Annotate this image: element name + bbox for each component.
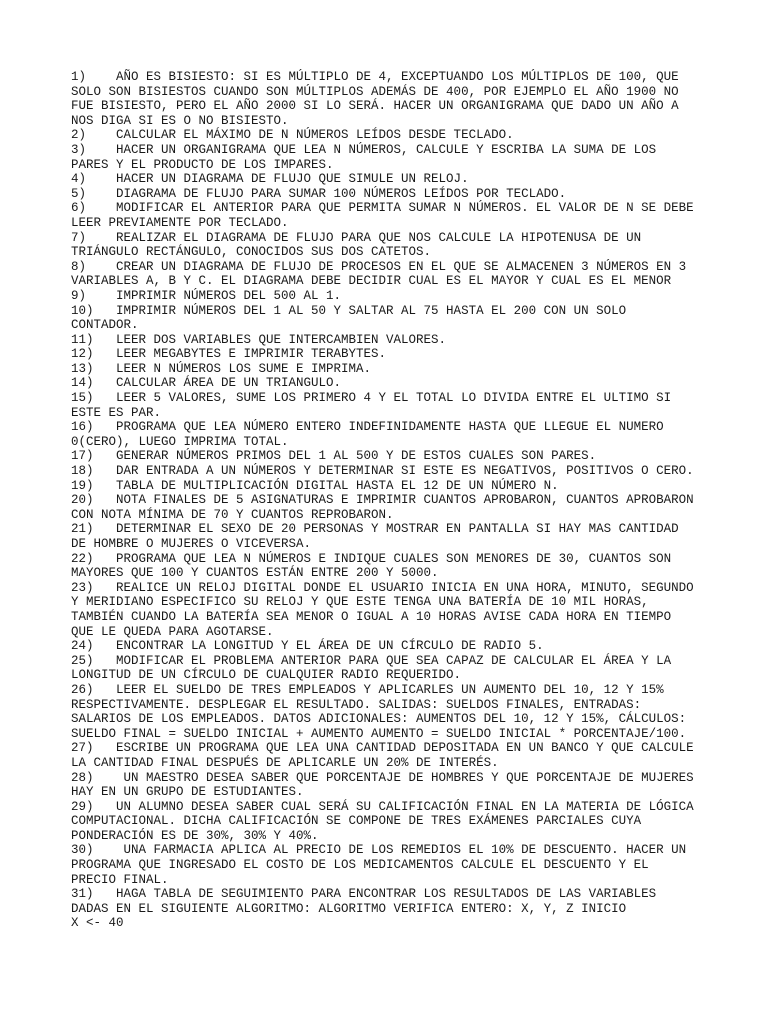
text-line: 2) CALCULAR EL MÁXIMO DE N NÚMEROS LEÍDOS DESDE TECLADO. bbox=[71, 128, 514, 143]
text-line: VARIABLES A, B Y C. EL DIAGRAMA DEBE DECIDIR CUAL ES EL MAYOR Y CUAL ES EL MENOR bbox=[71, 274, 672, 289]
text-line: 14) CALCULAR ÁREA DE UN TRIANGULO. bbox=[71, 376, 342, 391]
text-line: X <- 40 bbox=[71, 916, 124, 931]
text-line: 24) ENCONTRAR LA LONGITUD Y EL ÁREA DE UN CÍRCULO DE RADIO 5. bbox=[71, 639, 544, 654]
text-line: 9) IMPRIMIR NÚMEROS DEL 500 AL 1. bbox=[71, 288, 342, 303]
text-line: 6) MODIFICAR EL ANTERIOR PARA QUE PERMITA SUMAR N NÚMEROS. EL VALOR DE N SE DEBE bbox=[71, 201, 694, 216]
text-line: 11) LEER DOS VARIABLES QUE INTERCAMBIEN VALORES. bbox=[71, 332, 447, 347]
text-line: 31) HAGA TABLA DE SEGUIMIENTO PARA ENCONTRAR LOS RESULTADOS DE LAS VARIABLES bbox=[71, 887, 657, 902]
text-line: 16) PROGRAMA QUE LEA NÚMERO ENTERO INDEFINIDAMENTE HASTA QUE LLEGUE EL NUMERO bbox=[71, 420, 664, 435]
text-line: 29) UN ALUMNO DESEA SABER CUAL SERÁ SU CALIFICACIÓN FINAL EN LA MATERIA DE LÓGICA bbox=[71, 799, 694, 814]
text-line: 10) IMPRIMIR NÚMEROS DEL 1 AL 50 Y SALTAR AL 75 HASTA EL 200 CON UN SOLO bbox=[71, 303, 627, 318]
text-line: RESPECTIVAMENTE. DESPLEGAR EL RESULTADO. SALIDAS: SUELDOS FINALES, ENTRADAS: bbox=[71, 697, 642, 712]
text-line: LEER PREVIAMENTE POR TECLADO. bbox=[71, 215, 289, 230]
text-line: 0(CERO), LUEGO IMPRIMA TOTAL. bbox=[71, 434, 289, 449]
text-line: HAY EN UN GRUPO DE ESTUDIANTES. bbox=[71, 785, 304, 800]
text-line: TAMBIÉN CUANDO LA BATERÍA SEA MENOR O IGUAL A 10 HORAS AVISE CADA HORA EN TIEMPO bbox=[71, 609, 672, 624]
text-line: FUE BISIESTO, PERO EL AÑO 2000 SI LO SERÁ. HACER UN ORGANIGRAMA QUE DADO UN AÑO A bbox=[71, 99, 679, 114]
document-body bbox=[71, 70, 701, 931]
text-line: 18) DAR ENTRADA A UN NÚMEROS Y DETERMINAR SI ESTE ES NEGATIVOS, POSITIVOS O CERO. bbox=[71, 464, 694, 479]
text-line: PROGRAMA QUE INGRESADO EL COSTO DE LOS MEDICAMENTOS CALCULE EL DESCUENTO Y EL bbox=[71, 858, 649, 873]
text-line: 4) HACER UN DIAGRAMA DE FLUJO QUE SIMULE UN RELOJ. bbox=[71, 172, 469, 187]
text-line: 20) NOTA FINALES DE 5 ASIGNATURAS E IMPRIMIR CUANTOS APROBARON, CUANTOS APROBARON bbox=[71, 493, 694, 508]
text-line: SOLO SON BISIESTOS CUANDO SON MÚLTIPLOS ADEMÁS DE 400, POR EJEMPLO EL AÑO 1900 NO bbox=[71, 84, 679, 99]
text-line: Y MERIDIANO ESPECIFICO SU RELOJ Y QUE ESTE TENGA UNA BATERÍA DE 10 MIL HORAS, bbox=[71, 595, 649, 610]
text-line: 7) REALIZAR EL DIAGRAMA DE FLUJO PARA QUE NOS CALCULE LA HIPOTENUSA DE UN bbox=[71, 230, 642, 245]
text-line: DADAS EN EL SIGUIENTE ALGORITMO: ALGORITMO VERIFICA ENTERO: X, Y, Z INICIO bbox=[71, 901, 627, 916]
text-line: MAYORES QUE 100 Y CUANTOS ESTÁN ENTRE 200 Y 5000. bbox=[71, 566, 439, 581]
text-line: 15) LEER 5 VALORES, SUME LOS PRIMERO 4 Y EL TOTAL LO DIVIDA ENTRE EL ULTIMO SI bbox=[71, 391, 672, 406]
text-line: CON NOTA MÍNIMA DE 70 Y CUANTOS REPROBARON. bbox=[71, 507, 394, 522]
text-line: 19) TABLA DE MULTIPLICACIÓN DIGITAL HASTA EL 12 DE UN NÚMERO N. bbox=[71, 478, 559, 493]
text-line: 21) DETERMINAR EL SEXO DE 20 PERSONAS Y MOSTRAR EN PANTALLA SI HAY MAS CANTIDAD bbox=[71, 522, 679, 537]
text-line: LONGITUD DE UN CÍRCULO DE CUALQUIER RADIO REQUERIDO. bbox=[71, 668, 462, 683]
text-line: 8) CREAR UN DIAGRAMA DE FLUJO DE PROCESOS EN EL QUE SE ALMACENEN 3 NÚMEROS EN 3 bbox=[71, 259, 687, 274]
text-line: PARES Y EL PRODUCTO DE LOS IMPARES. bbox=[71, 157, 334, 172]
text-line: NOS DIGA SI ES O NO BISIESTO. bbox=[71, 113, 289, 128]
text-line: PONDERACIÓN ES DE 30%, 30% Y 40%. bbox=[71, 828, 319, 843]
text-line: 1) AÑO ES BISIESTO: SI ES MÚLTIPLO DE 4, EXCEPTUANDO LOS MÚLTIPLOS DE 100, QUE bbox=[71, 70, 679, 84]
text-line: CONTADOR. bbox=[71, 318, 139, 333]
text-line: 27) ESCRIBE UN PROGRAMA QUE LEA UNA CANTIDAD DEPOSITADA EN UN BANCO Y QUE CALCULE bbox=[71, 741, 694, 756]
text-line: 23) REALICE UN RELOJ DIGITAL DONDE EL USUARIO INICIA EN UNA HORA, MINUTO, SEGUNDO bbox=[71, 580, 694, 595]
text-line: 3) HACER UN ORGANIGRAMA QUE LEA N NÚMEROS, CALCULE Y ESCRIBA LA SUMA DE LOS bbox=[71, 142, 657, 157]
text-line: LA CANTIDAD FINAL DESPUÉS DE APLICARLE UN 20% DE INTERÉS. bbox=[71, 755, 499, 770]
text-line: 5) DIAGRAMA DE FLUJO PARA SUMAR 100 NÚMEROS LEÍDOS POR TECLADO. bbox=[71, 186, 567, 201]
text-line: COMPUTACIONAL. DICHA CALIFICACIÓN SE COMPONE DE TRES EXÁMENES PARCIALES CUYA bbox=[71, 814, 642, 829]
text-line: 25) MODIFICAR EL PROBLEMA ANTERIOR PARA QUE SEA CAPAZ DE CALCULAR EL ÁREA Y LA bbox=[71, 653, 672, 668]
text-line: SALARIOS DE LOS EMPLEADOS. DATOS ADICIONALES: AUMENTOS DEL 10, 12 Y 15%, CÁLCULOS: bbox=[71, 712, 687, 727]
text-line: 30) UNA FARMACIA APLICA AL PRECIO DE LOS REMEDIOS EL 10% DE DESCUENTO. HACER UN bbox=[71, 843, 687, 858]
text-line: 26) LEER EL SUELDO DE TRES EMPLEADOS Y APLICARLES UN AUMENTO DEL 10, 12 Y 15% bbox=[71, 682, 664, 697]
text-line: TRIÁNGULO RECTÁNGULO, CONOCIDOS SUS DOS CATETOS. bbox=[71, 245, 432, 260]
text-line: PRECIO FINAL. bbox=[71, 872, 169, 887]
text-line: DE HOMBRE O MUJERES O VICEVERSA. bbox=[71, 537, 312, 551]
text-line: 13) LEER N NÚMEROS LOS SUME E IMPRIMA. bbox=[71, 361, 372, 376]
text-line: 28) UN MAESTRO DESEA SABER QUE PORCENTAJE DE HOMBRES Y QUE PORCENTAJE DE MUJERES bbox=[71, 770, 694, 785]
text-line: 17) GENERAR NÚMEROS PRIMOS DEL 1 AL 500 Y DE ESTOS CUALES SON PARES. bbox=[71, 449, 597, 464]
text-line: SUELDO FINAL = SUELDO INICIAL + AUMENTO AUMENTO = SUELDO INICIAL * PORCENTAJE/100. bbox=[71, 726, 687, 741]
text-line: QUE LE QUEDA PARA AGOTARSE. bbox=[71, 624, 274, 639]
text-line: ESTE ES PAR. bbox=[71, 405, 162, 420]
text-line: 12) LEER MEGABYTES E IMPRIMIR TERABYTES. bbox=[71, 347, 387, 362]
text-line: 22) PROGRAMA QUE LEA N NÚMEROS E INDIQUE CUALES SON MENORES DE 30, CUANTOS SON bbox=[71, 551, 672, 566]
